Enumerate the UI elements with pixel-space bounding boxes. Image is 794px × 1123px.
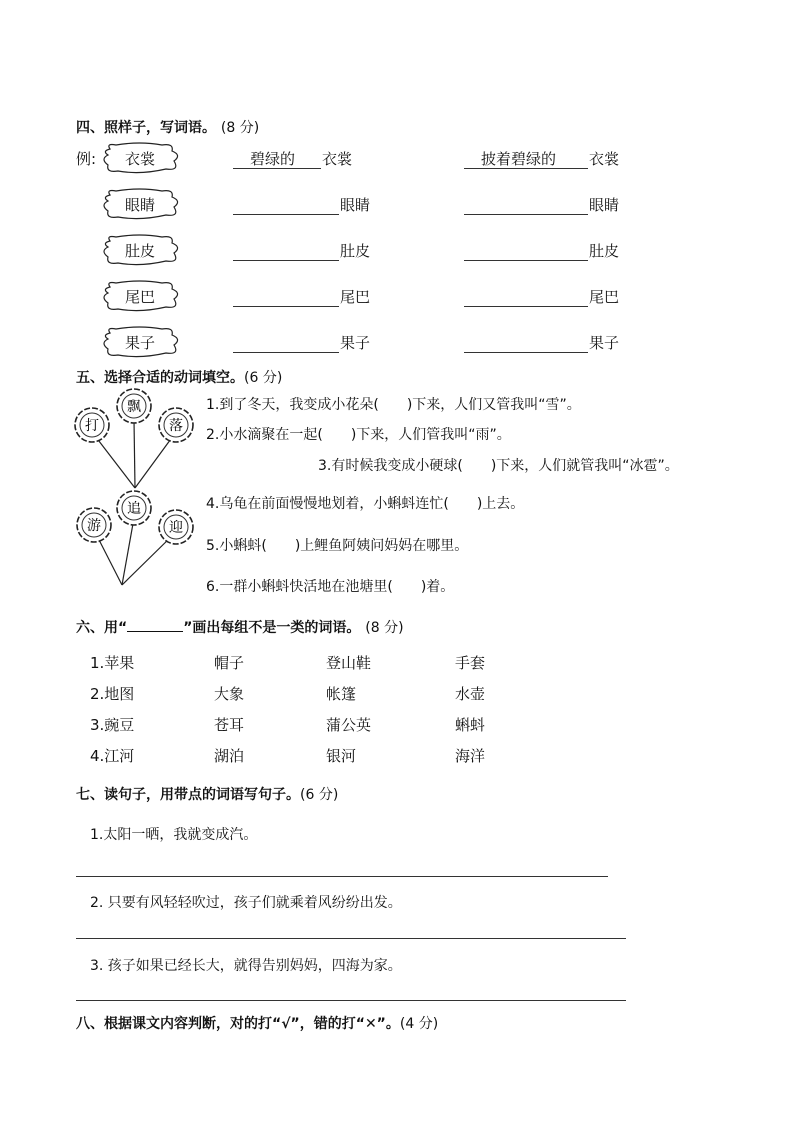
row-noun: 衣裳 [589, 150, 620, 168]
writing-line-1[interactable] [76, 876, 608, 877]
answer-line [233, 168, 321, 169]
word-cell[interactable]: 3.豌豆 [90, 716, 135, 734]
word-cell[interactable]: 蝌蚪 [455, 716, 486, 734]
answer-line-2[interactable] [464, 352, 588, 353]
word-cell[interactable]: 湖泊 [214, 747, 245, 765]
example-fill-1: 碧绿的 [250, 150, 296, 168]
word-cell[interactable]: 4.江河 [90, 747, 135, 765]
section-8-title: 八、根据课文内容判断，对的打“√”，错的打“✕”。(4 分) [76, 1016, 439, 1032]
word-cell[interactable]: 苍耳 [214, 716, 245, 734]
row-noun: 眼睛 [340, 196, 371, 214]
answer-line-2[interactable] [464, 214, 588, 215]
flower-bouquet-1 [70, 388, 200, 498]
section-7-title: 七、读句子，用带点的词语写句子。(6 分) [76, 787, 339, 803]
sentence-3: 3. 孩子如果已经长大，就得告别妈妈，四海为家。 [90, 958, 402, 974]
flower-word: 打 [85, 418, 99, 434]
flower-word: 飘 [127, 399, 141, 415]
section-6-title: 六、用“ ”画出每组不是一类的词语。 (8 分) [76, 620, 404, 636]
word-cell[interactable]: 帽子 [214, 654, 245, 672]
question-1: 1.到了冬天，我变成小花朵( )下来，人们又管我叫“雪”。 [206, 397, 581, 413]
writing-line-2[interactable] [76, 938, 626, 939]
question-4: 4.乌龟在前面慢慢地划着，小蝌蚪连忙( )上去。 [206, 496, 525, 512]
answer-line-1[interactable] [233, 306, 339, 307]
sentence-1: 1.太阳一晒，我就变成汽。 [90, 827, 258, 843]
row-noun: 果子 [589, 334, 620, 352]
answer-line-1[interactable] [233, 260, 339, 261]
cloud-word: 眼睛 [124, 196, 155, 214]
word-cell[interactable]: 海洋 [455, 747, 486, 765]
question-5: 5.小蝌蚪( )上鲤鱼阿姨问妈妈在哪里。 [206, 538, 469, 554]
flower-word: 游 [87, 518, 101, 534]
word-cell[interactable]: 大象 [214, 685, 245, 703]
row-noun: 肚皮 [589, 242, 620, 260]
flower-word: 落 [169, 418, 183, 434]
example-label: 例: [76, 150, 97, 168]
row-noun: 肚皮 [340, 242, 371, 260]
question-6: 6.一群小蝌蚪快活地在池塘里( )着。 [206, 579, 455, 595]
writing-line-3[interactable] [76, 1000, 626, 1001]
answer-line-2[interactable] [464, 306, 588, 307]
section-5-title: 五、选择合适的动词填空。(6 分) [76, 370, 283, 386]
row-noun: 尾巴 [589, 288, 620, 306]
answer-line-1[interactable] [233, 352, 339, 353]
word-cell[interactable]: 2.地图 [90, 685, 135, 703]
section-4-title: 四、照样子，写词语。 (8 分) [76, 120, 260, 136]
answer-line-1[interactable] [233, 214, 339, 215]
word-cell[interactable]: 登山鞋 [326, 654, 372, 672]
flower-word: 迎 [169, 520, 183, 536]
word-cell[interactable]: 1.苹果 [90, 654, 135, 672]
sentence-2: 2. 只要有风轻轻吹过，孩子们就乘着风纷纷出发。 [90, 895, 402, 911]
row-noun: 眼睛 [589, 196, 620, 214]
answer-line-2[interactable] [464, 260, 588, 261]
cloud-word: 果子 [124, 334, 155, 352]
row-noun: 衣裳 [322, 150, 353, 168]
word-cell[interactable]: 帐篷 [326, 685, 357, 703]
cloud-word: 肚皮 [124, 242, 155, 260]
question-2: 2.小水滴聚在一起( )下来，人们管我叫“雨”。 [206, 427, 511, 443]
flower-word: 追 [127, 501, 141, 517]
word-cell[interactable]: 水壶 [455, 685, 486, 703]
underline-sample [127, 619, 183, 632]
word-cell[interactable]: 银河 [326, 747, 357, 765]
cloud-word: 衣裳 [124, 150, 155, 168]
answer-line [464, 168, 588, 169]
example-fill-2: 披着碧绿的 [481, 150, 557, 168]
row-noun: 尾巴 [340, 288, 371, 306]
word-cell[interactable]: 手套 [455, 654, 486, 672]
word-cell[interactable]: 蒲公英 [326, 716, 372, 734]
question-3: 3.有时候我变成小硬球( )下来，人们就管我叫“冰雹”。 [318, 458, 679, 474]
cloud-word: 尾巴 [124, 288, 155, 306]
flower-bouquet-2 [70, 490, 200, 590]
row-noun: 果子 [340, 334, 371, 352]
